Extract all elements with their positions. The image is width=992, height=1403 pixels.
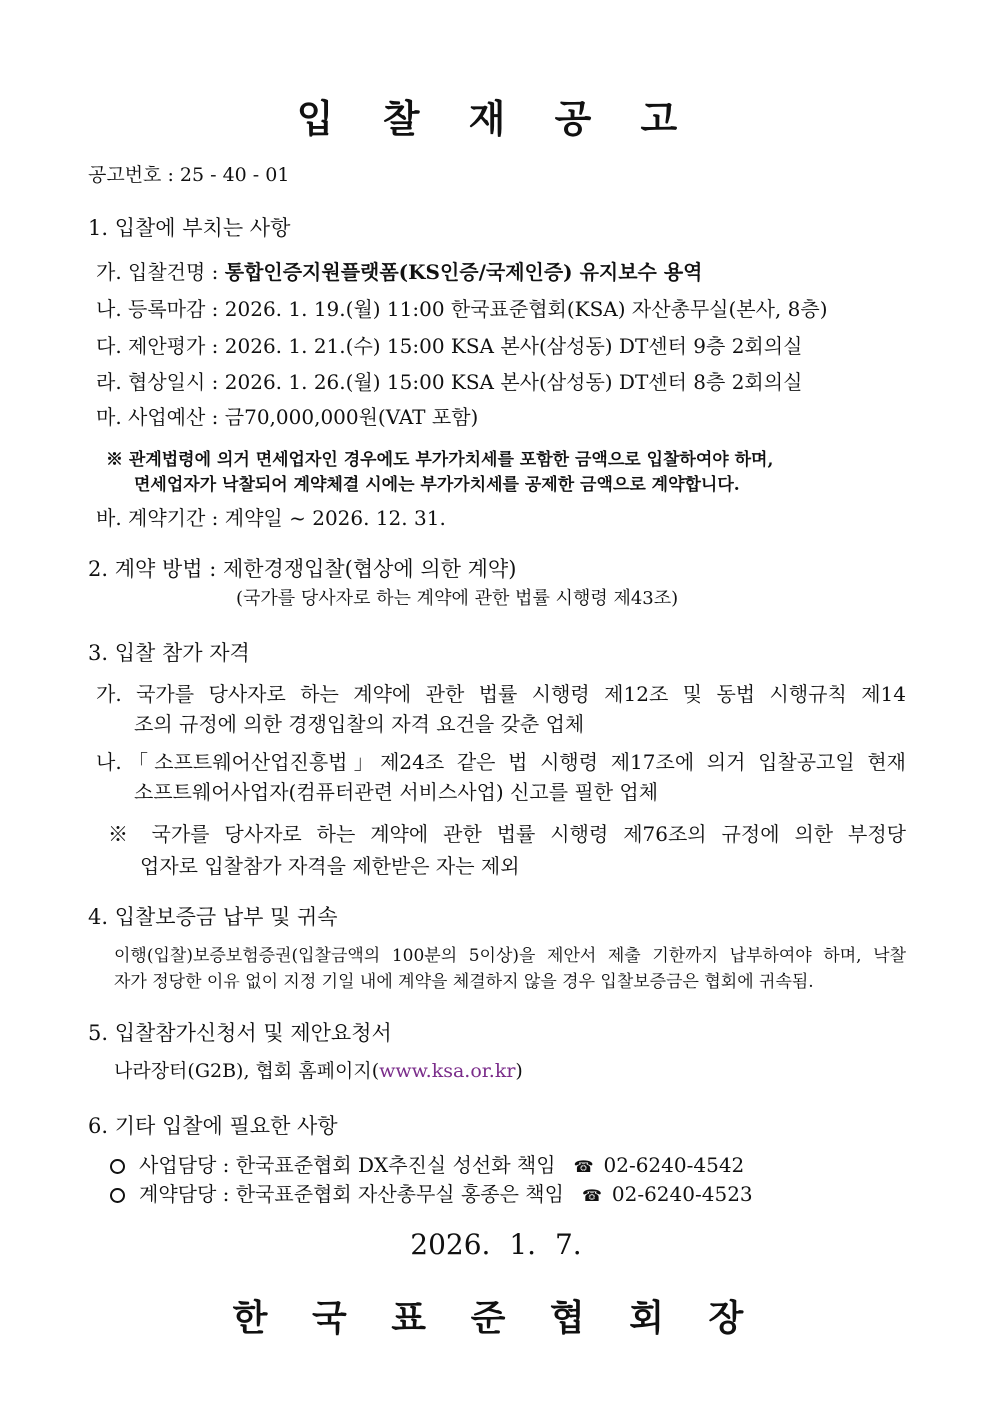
section3-b-line2: 소프트웨어사업자(컴퓨터관련 서비스사업) 신고를 필한 업체 bbox=[134, 780, 659, 804]
item-value: 2026. 1. 19.(월) 11:00 한국표준협회(KSA) 자산총무실(본사, 8층) bbox=[224, 297, 828, 321]
contact-phone: 02-6240-4542 bbox=[603, 1153, 745, 1177]
section3-heading: 3. 입찰 참가 자격 bbox=[88, 641, 250, 665]
circle-bullet-icon bbox=[110, 1188, 125, 1203]
text-line: ※ 국가를 당사자로 하는 계약에 관한 법률 시행령 제76조의 규정에 의한 부정당 bbox=[108, 822, 906, 846]
contact-text: 사업담당 : 한국표준협회 DX추진실 성선화 책임 bbox=[139, 1153, 556, 1177]
item-value: 통합인증지원플랫폼(KS인증/국제인증) 유지보수 용역 bbox=[224, 260, 703, 284]
section6-heading: 6. 기타 입찰에 필요한 사항 bbox=[88, 1114, 338, 1138]
item-value: 2026. 1. 21.(수) 15:00 KSA 본사(삼성동) DT센터 9층 2회의실 bbox=[224, 334, 803, 358]
section1-item-evaluation bbox=[96, 330, 802, 359]
section3-a-line1 bbox=[96, 678, 906, 707]
section3-note-line2: 업자로 입찰참가 자격을 제한받은 자는 제외 bbox=[140, 854, 520, 878]
ksa-homepage-link[interactable]: www.ksa.or.kr bbox=[379, 1060, 516, 1082]
section4-heading: 4. 입찰보증금 납부 및 귀속 bbox=[88, 905, 338, 929]
page-title: 입 찰 재 공 고 bbox=[296, 96, 696, 141]
section1-item-negotiation bbox=[96, 366, 802, 395]
section5-prefix: 나라장터(G2B), 협회 홈페이지( bbox=[114, 1060, 380, 1082]
organization-signature: 한 국 표 준 협 회 장 bbox=[232, 1297, 760, 1339]
section3-a-line2: 조의 규정에 의한 경쟁입찰의 자격 요건을 갖춘 업체 bbox=[134, 712, 585, 736]
section5-heading: 5. 입찰참가신청서 및 제안요청서 bbox=[88, 1021, 392, 1045]
item-label: 나. 등록마감 : bbox=[96, 297, 219, 321]
item-value: 2026. 1. 26.(월) 15:00 KSA 본사(삼성동) DT센터 8층 2회의실 bbox=[224, 370, 803, 394]
telephone-icon: ☎ bbox=[573, 1157, 594, 1176]
section1-heading: 1. 입찰에 부치는 사항 bbox=[88, 216, 291, 240]
contact-phone: 02-6240-4523 bbox=[611, 1182, 753, 1206]
section1-item-budget bbox=[96, 401, 478, 430]
item-label: 다. 제안평가 : bbox=[96, 334, 219, 358]
item-value: 금70,000,000원(VAT 포함) bbox=[224, 405, 479, 429]
section1-note-line2: 면세업자가 낙찰되어 계약체결 시에는 부가가치세를 공제한 금액으로 계약합니다. bbox=[134, 475, 740, 495]
section1-item-title bbox=[96, 256, 702, 285]
notice-number: 공고번호 : 25 - 40 - 01 bbox=[88, 164, 290, 186]
section1-note-line1: ※ 관계법령에 의거 면세업자인 경우에도 부가가치세를 포함한 금액으로 입찰하여야 하며, bbox=[106, 450, 774, 470]
section4-line2: 자가 정당한 이유 없이 지정 기일 내에 계약을 체결하지 않을 경우 입찰보증금은 협회에 귀속됨. bbox=[114, 972, 814, 992]
contact-row bbox=[110, 1178, 753, 1207]
contact-text: 계약담당 : 한국표준협회 자산총무실 홍종은 책임 bbox=[139, 1182, 564, 1206]
circle-bullet-icon bbox=[110, 1159, 125, 1174]
text-line: 이행(입찰)보증보험증권(입찰금액의 100분의 5이상)을 제안서 제출 기한까지 납부하여야 하며, 낙찰 bbox=[114, 946, 906, 966]
text-line: 나.「소프트웨어산업진흥법」제24조 같은 법 시행령 제17조에 의거 입찰공고일 현재 bbox=[96, 750, 906, 774]
telephone-icon: ☎ bbox=[581, 1186, 602, 1205]
item-label: 바. 계약기간 : bbox=[96, 506, 219, 530]
section2-sub: (국가를 당사자로 하는 계약에 관한 법률 시행령 제43조) bbox=[236, 588, 679, 609]
section3-b-line1 bbox=[96, 746, 906, 775]
section2-heading: 2. 계약 방법 : 제한경쟁입찰(협상에 의한 계약) bbox=[88, 557, 517, 581]
section1-item-period bbox=[96, 502, 446, 531]
item-label: 가. 입찰건명 : bbox=[96, 260, 219, 284]
section4-line1 bbox=[114, 941, 906, 966]
text-line: 가. 국가를 당사자로 하는 계약에 관한 법률 시행령 제12조 및 동법 시행규칙 제14 bbox=[96, 682, 906, 706]
section1-item-deadline bbox=[96, 293, 828, 322]
section5-text bbox=[114, 1056, 523, 1083]
notice-date: 2026. 1. 7. bbox=[410, 1228, 582, 1261]
section3-note-line1 bbox=[108, 818, 906, 847]
item-label: 라. 협상일시 : bbox=[96, 370, 219, 394]
item-value: 계약일 ~ 2026. 12. 31. bbox=[224, 506, 446, 530]
item-label: 마. 사업예산 : bbox=[96, 405, 219, 429]
contact-row bbox=[110, 1149, 744, 1178]
section5-suffix: ) bbox=[515, 1060, 523, 1082]
